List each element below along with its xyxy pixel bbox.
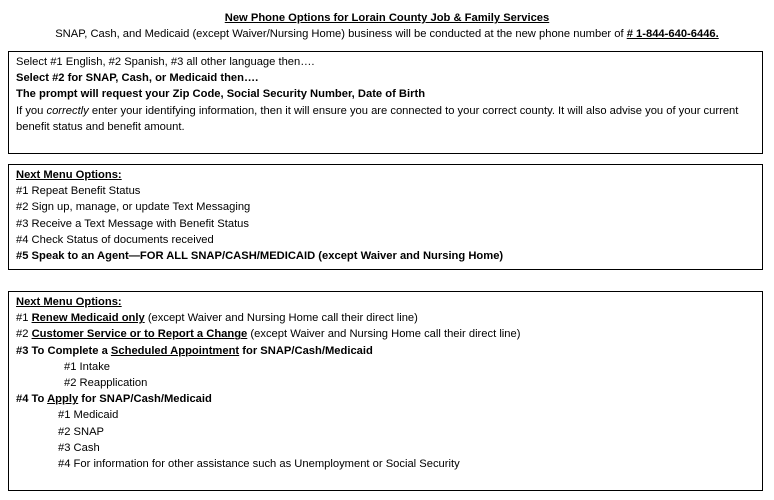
menu-item: #1 Repeat Benefit Status [16,185,141,198]
identification-note-post: enter your identifying information, then it will ensure you are connected to your correct county. It will also advise you of your current benefit status and benefit amount. [16,104,739,133]
menu-heading: Next Menu Options: [16,169,122,181]
sub-menu-item: #3 Cash [58,441,100,454]
menu-item-agent: #5 Speak to an Agent—FOR ALL SNAP/CASH/MEDICAID (except Waiver and Nursing Home) [16,250,504,263]
option-prefix: #3 To Complete a [16,344,111,357]
phone-number: # 1-844-640-6446. [626,28,719,40]
sub-menu-item: #1 Medicaid [58,409,119,422]
option-label: Customer Service or to Report a Change [31,328,248,341]
menu-item: #2 Sign up, manage, or update Text Messaging [16,201,251,214]
language-select-line: Select #1 English, #2 Spanish, #3 all other language then…. [16,56,315,68]
menu-item-renew [16,310,755,326]
sub-menu-item: #2 Reapplication [64,377,148,390]
option-suffix: for SNAP/Cash/Medicaid [78,393,212,406]
page-title: New Phone Options for Lorain County Job & Family Services [224,12,550,24]
next-menu-box-1 [8,164,763,270]
option-prefix: #4 To [16,393,48,406]
option-note: (except Waiver and Nursing Home call their direct line) [144,312,418,325]
language-selection-box [8,51,763,154]
option-number: #2 [16,328,32,341]
menu-item-apply [16,391,755,407]
subtitle-text: SNAP, Cash, and Medicaid (except Waiver/Nursing Home) business will be conducted at the new phone number of [55,28,627,40]
sub-menu-item: #1 Intake [64,360,111,373]
menu-heading: Next Menu Options: [16,296,122,308]
next-menu-box-2 [8,291,763,491]
menu-item-scheduled-appointment [16,343,755,359]
option-label: Apply [47,393,79,406]
identification-note-pre: If you [16,104,47,117]
option-suffix: for SNAP/Cash/Medicaid [239,344,373,357]
menu-item-customer-service [16,326,755,342]
page-subtitle [0,27,774,41]
sub-menu-item: #2 SNAP [58,425,105,438]
option-note: (except Waiver and Nursing Home call their direct line) [247,328,521,341]
option-number: #1 [16,312,32,325]
option-label: Scheduled Appointment [110,344,240,357]
identification-note [16,103,755,135]
menu-item: #3 Receive a Text Message with Benefit Status [16,217,249,230]
prompt-info-line: The prompt will request your Zip Code, Social Security Number, Date of Birth [16,88,426,101]
menu-item: #4 Check Status of documents received [16,233,214,246]
sub-menu-item: #4 For information for other assistance such as Unemployment or Social Security [58,458,460,471]
program-select-line: Select #2 for SNAP, Cash, or Medicaid then…. [16,72,259,85]
option-label: Renew Medicaid only [31,312,145,325]
identification-note-emphasis: correctly [46,104,89,117]
